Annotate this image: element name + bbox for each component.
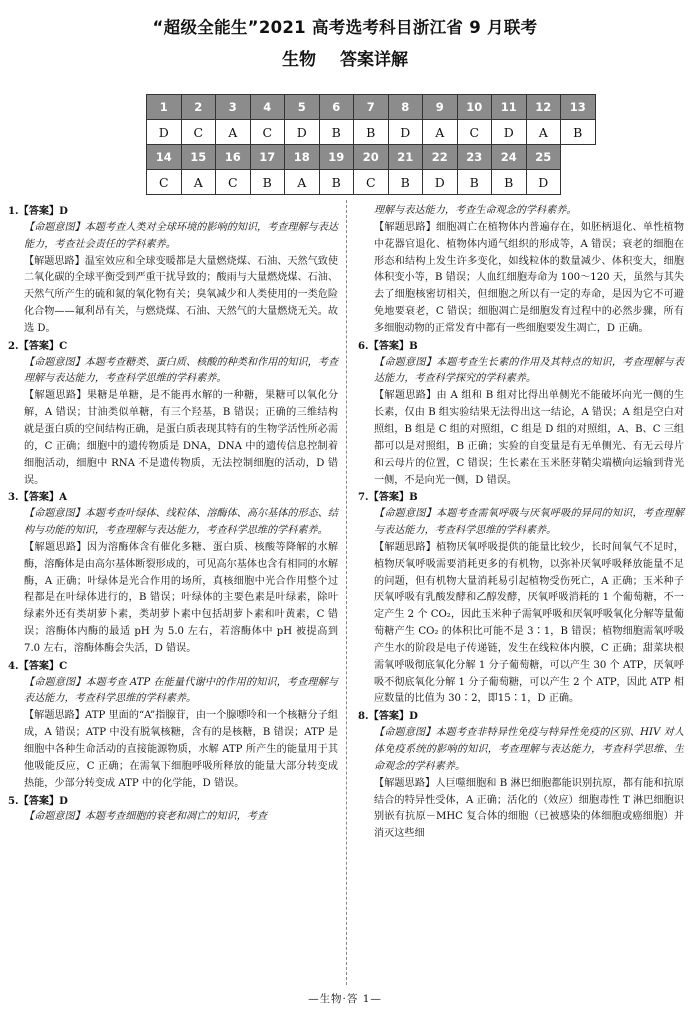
- answer-cell: D: [285, 120, 320, 145]
- intent-paragraph: 理解与表达能力，考查生命观念的学科素养。: [374, 205, 577, 216]
- answer-cell: B: [354, 120, 389, 145]
- explanation-paragraph: 【解题思路】植物厌氧呼吸提供的能量比较少，长时间氧气不足时，植物厌氧呼吸需要消耗更多的有机物，以弥补厌氧呼吸释放能量不足的问题，但有机物大量消耗易引起植物受伤死亡，A 正确；玉米种子厌氧呼吸有乳酸发酵和乙醇发酵，厌氧呼吸消耗的 1 个葡萄糖，不一定产生 2 个 CO₂，因此玉米种子需氧呼吸和厌氧呼吸氧化分解等量葡萄糖产生 CO₂ 的体积比可能不是 3∶1，B 错误；植物细胞需氧呼吸产生水的阶段是电子传递链，发生在线粒体内膜，C 正确；甜菜块根需氧呼吸彻底氧化分解 1 分子葡萄糖，可以产生 30 个 ATP，厌氧呼吸不彻底氧化分解 1 分子葡萄糖，可以产生 2 个 ATP，因此 ATP 相应数量的比值为 30∶2，即15∶1，D 正确。: [374, 541, 684, 705]
- answer-heading: 4.【答案】C: [8, 659, 68, 672]
- question-number-cell: 25: [526, 145, 561, 170]
- question-number-cell: 5: [285, 95, 320, 120]
- answer-heading: 6.【答案】B: [358, 339, 418, 352]
- answer-cell: B: [319, 120, 354, 145]
- explanation-paragraph: 【解题思路】人巨噬细胞和 B 淋巴细胞都能识别抗原，都有能和抗原结合的特异性受体，A 正确；活化的（效应）细胞毒性 T 淋巴细胞识别嵌有抗原－MHC 复合体的细胞（已被感染的体细胞或癌细胞）并消灭这些细: [374, 777, 684, 840]
- question-number-cell: 24: [492, 145, 527, 170]
- intent-paragraph: 【命题意图】本题考查需氧呼吸与厌氧呼吸的异同的知识，考查理解与表达能力，考查科学思维的学科素养。: [374, 508, 684, 537]
- explanation-paragraph: 【解题思路】由 A 组和 B 组对比得出单侧光不能破坏向光一侧的生长素，仅由 B 组实验结果无法得出这一结论，A 错误；A 组是空白对照组，B 组是 C 组的对照组，C 组是 D 组的对照组，A、B、C 三组都可以是对照组，B 正确；实验的自变量是有无单侧光、有无云母片和云母片的位置，C 错误；生长素在玉米胚芽鞘尖端横向运输到背光一侧，不是向光一侧，D 错误。: [374, 390, 684, 486]
- page-subtitle: 生物 答案详解: [282, 50, 408, 70]
- question-number-cell: 10: [457, 95, 492, 120]
- question-number-cell: 1: [147, 95, 182, 120]
- question-number-cell: 15: [181, 145, 216, 170]
- answer-heading: 1.【答案】D: [8, 205, 68, 217]
- answer-cell: A: [526, 120, 561, 145]
- question-number-cell: 20: [354, 145, 389, 170]
- answer-heading: 3.【答案】A: [8, 491, 67, 504]
- answer-table-row-numbers-1: [147, 95, 596, 120]
- empty-cell: [561, 170, 596, 195]
- answer-heading: 5.【答案】D: [8, 794, 68, 807]
- answer-cell: D: [423, 170, 458, 195]
- answer-table-row-numbers-2: [147, 145, 596, 170]
- answer-cell: B: [457, 170, 492, 195]
- question-number-cell: 11: [492, 95, 527, 120]
- question-number-cell: 8: [388, 95, 423, 120]
- answer-cell: C: [216, 170, 251, 195]
- explanation-paragraph: 【解题思路】因为溶酶体含有催化多糖、蛋白质、核酸等降解的水解酶，溶酶体是由高尔基体断裂形成的，可见高尔基体也含有相同的水解酶，A 正确；叶绿体是光合作用的场所，真核细胞中光合作用整个过程都是在叶绿体进行的，B 错误；叶绿体的主要色素是叶绿素，除叶绿素外还有类胡萝卜素，类胡萝卜素中包括胡萝卜素和叶黄素，C 错误；溶酶体内酶的最适 pH 为 5.0 左右，若溶酶体中 pH 被提高到 7.0 左右，溶酶体酶会失活，D 错误。: [24, 541, 338, 654]
- explanation-paragraph: 【解题思路】细胞凋亡在植物体内普遍存在，如胚柄退化、单性植物中花器官退化、植物体内通气组织的形成等，A 错误；衰老的细胞在形态和结构上发生许多变化，如线粒体的数量减少、体积变大，细胞体积变小等，B 错误；人血红细胞寿命为 100～120 天，虽然与其失去了细胞核密切相关，但细胞之所以有一定的寿命，是因为它不可避免地要衰老，C 错误；细胞凋亡是细胞发育过程中的必然步骤，所有多细胞动物的正常发育中都有一些细胞要发生凋亡，D 正确。: [374, 221, 684, 334]
- question-number-cell: 16: [216, 145, 251, 170]
- question-number-cell: 17: [250, 145, 285, 170]
- question-number-cell: 9: [423, 95, 458, 120]
- answer-cell: C: [457, 120, 492, 145]
- answer-cell: D: [147, 120, 182, 145]
- answer-heading: 2.【答案】C: [8, 339, 68, 352]
- answer-cell: C: [181, 120, 216, 145]
- question-number-cell: 19: [319, 145, 354, 170]
- question-number-cell: 13: [561, 95, 596, 120]
- question-number-cell: 2: [181, 95, 216, 120]
- answer-table-row-answers-2: [147, 170, 596, 195]
- right-column: [358, 203, 684, 843]
- answer-cell: A: [285, 170, 320, 195]
- answer-heading: 8.【答案】D: [358, 710, 418, 723]
- answer-cell: A: [181, 170, 216, 195]
- question-number-cell: 23: [457, 145, 492, 170]
- intent-paragraph: 【命题意图】本题考查生长素的作用及其特点的知识，考查理解与表达能力，考查科学探究的学科素养。: [374, 356, 684, 385]
- answer-cell: A: [216, 120, 251, 145]
- explanation-paragraph: 【解题思路】果糖是单糖，是不能再水解的一种糖，果糖可以氧化分解，A 错误；甘油类似单糖，有三个羟基，B 错误；正确的三维结构就是蛋白质的空间结构正确，是蛋白质表现其特有的生物学活性所必需的，C 正确；细胞中的遗传物质是 DNA，DNA 中的遗传信息控制着细胞活动，细胞中 RNA 不是遗传物质，无法控制细胞的活动，D 错误。: [24, 390, 338, 486]
- answer-cell: B: [492, 170, 527, 195]
- page-footer: —生物·答 1—: [308, 993, 382, 1005]
- question-number-cell: 4: [250, 95, 285, 120]
- answer-cell: B: [388, 170, 423, 195]
- answer-cell: C: [250, 120, 285, 145]
- question-number-cell: 22: [423, 145, 458, 170]
- page-title: “超级全能生”2021 高考选考科目浙江省 9 月联考: [152, 18, 538, 37]
- answer-cell: C: [354, 170, 389, 195]
- left-column: [8, 203, 338, 826]
- intent-paragraph: 【命题意图】本题考查非特异性免疫与特异性免疫的区别、HIV 对人体免疫系统的影响的知识，考查理解与表达能力，考查科学思维、生命观念的学科素养。: [374, 727, 684, 772]
- answer-cell: B: [250, 170, 285, 195]
- intent-paragraph: 【命题意图】本题考查叶绿体、线粒体、溶酶体、高尔基体的形态、结构与功能的知识，考查理解与表达能力，考查科学思维的学科素养。: [24, 508, 338, 537]
- answer-table: [146, 94, 596, 195]
- answer-cell: B: [561, 120, 596, 145]
- intent-paragraph: 【命题意图】本题考查糖类、蛋白质、核酸的种类和作用的知识，考查理解与表达能力，考查科学思维的学科素养。: [24, 356, 338, 385]
- question-number-cell: 14: [147, 145, 182, 170]
- question-number-cell: 6: [319, 95, 354, 120]
- intent-paragraph: 【命题意图】本题考查 ATP 在能量代谢中的作用的知识，考查理解与表达能力，考查科学思维的学科素养。: [24, 676, 338, 705]
- answer-cell: B: [319, 170, 354, 195]
- column-divider: [346, 200, 347, 985]
- question-number-cell: 3: [216, 95, 251, 120]
- question-number-cell: 7: [354, 95, 389, 120]
- question-number-cell: 18: [285, 145, 320, 170]
- question-number-cell: 21: [388, 145, 423, 170]
- intent-paragraph: 【命题意图】本题考查细胞的衰老和凋亡的知识，考查: [24, 811, 267, 823]
- answer-cell: D: [388, 120, 423, 145]
- answer-cell: C: [147, 170, 182, 195]
- answer-heading: 7.【答案】B: [358, 491, 418, 504]
- question-number-cell: 12: [526, 95, 561, 120]
- explanation-paragraph: 【解题思路】温室效应和全球变暖都是大量燃烧煤、石油、天然气致使二氧化碳的全球平衡受到严重干扰导致的；酸雨与大量燃烧煤、石油、天然气所产生的硫和氮的氧化物有关；臭氧减少和人类使用的一类危险化合物——氟利昂有关，与燃烧煤、石油、天然气的大量燃烧无关。故选 D。: [24, 255, 338, 334]
- explanation-paragraph: 【解题思路】ATP 里面的“A”指腺苷，由一个腺嘌呤和一个核糖分子组成，A 错误；ATP 中没有脱氧核糖，含有的是核糖，B 错误；ATP 是细胞中各种生命活动的直接能源物质，水解 ATP 所产生的能量用于其他吸能反应，C 正确；在需氧下细胞呼吸所释放的能量大部分转变成热能，少部分转变成 ATP 中的化学能，D 错误。: [24, 710, 338, 789]
- answer-cell: D: [492, 120, 527, 145]
- answer-cell: D: [526, 170, 561, 195]
- empty-cell: [561, 145, 596, 170]
- answer-cell: A: [423, 120, 458, 145]
- answer-table-row-answers-1: [147, 120, 596, 145]
- intent-paragraph: 【命题意图】本题考查人类对全球环境的影响的知识，考查理解与表达能力，考查社会责任的学科素养。: [24, 221, 338, 250]
